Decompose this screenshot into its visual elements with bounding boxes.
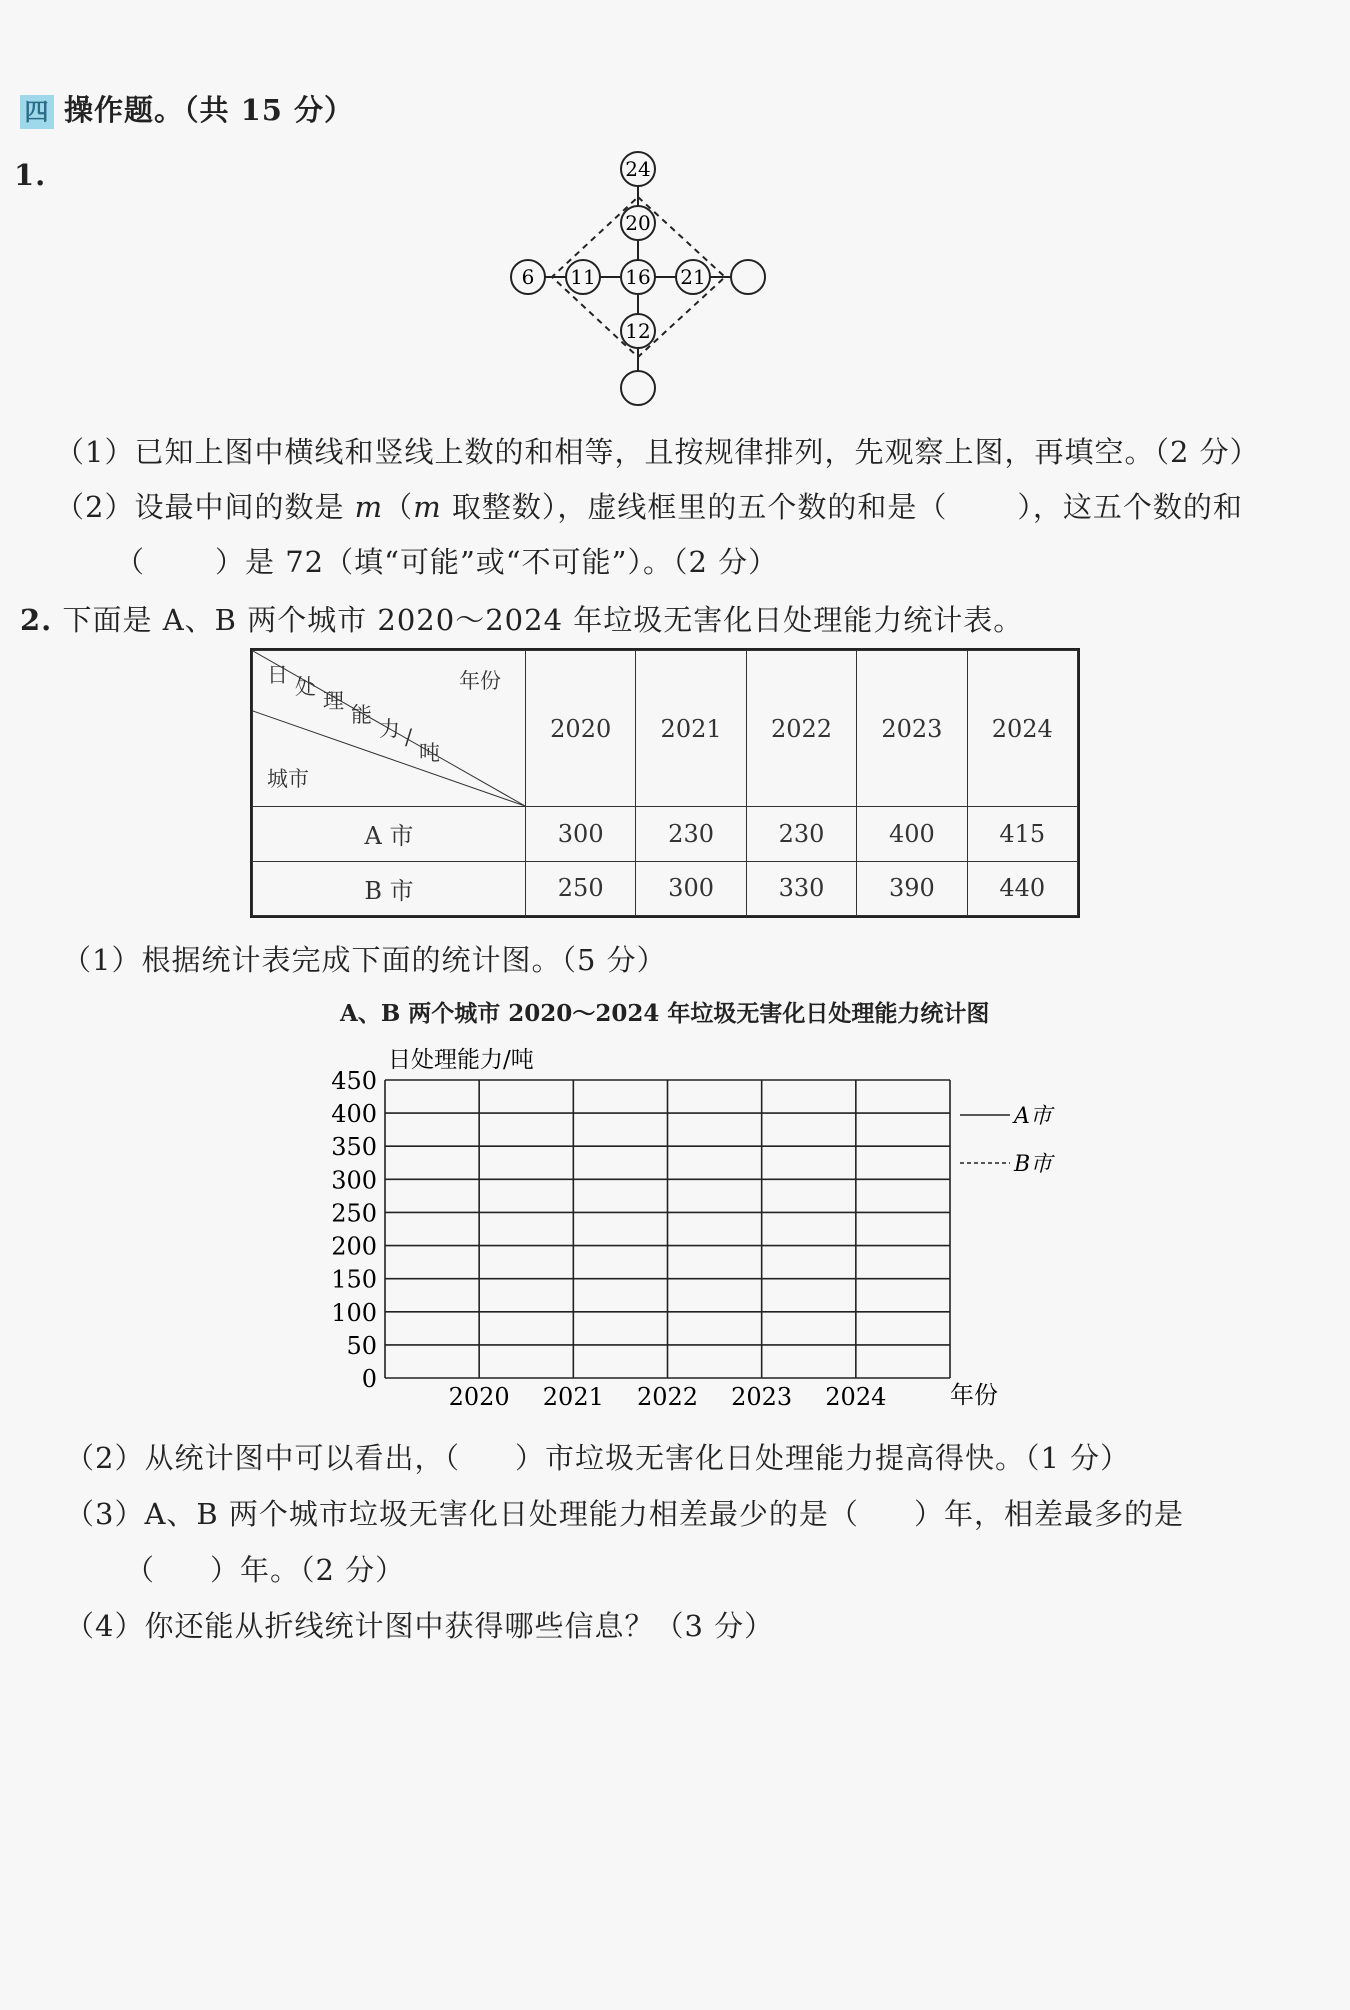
node-11	[566, 260, 600, 294]
table-cell: 300	[526, 807, 636, 862]
node-24-label: 24	[625, 157, 651, 181]
q1-sub2-part-c: 取整数），虚线框里的五个数的和是（	[441, 490, 948, 524]
q2-sub3	[65, 1492, 1184, 1533]
chart-legend	[960, 1104, 1055, 1177]
table-cell: 230	[636, 807, 746, 862]
q2-sub4: （4）你还能从折线统计图中获得哪些信息？（3 分）	[65, 1609, 775, 1643]
table-header-year: 2023	[857, 651, 967, 807]
node-12	[621, 314, 655, 348]
corner-label-slash: /	[405, 725, 413, 749]
q2-sub2-part-a: （2）从统计图中可以看出，（	[65, 1441, 460, 1475]
table-corner-cell	[253, 651, 526, 807]
y-tick-label: 250	[331, 1199, 377, 1228]
q1-sub2-part-a: （2）设最中间的数是	[55, 490, 345, 524]
node-20-label: 20	[625, 211, 651, 235]
q1-sub2-part-b: （	[383, 490, 414, 524]
q2-intro-line	[20, 598, 1023, 639]
table-header-year: 2022	[746, 651, 856, 807]
corner-label-year: 年份	[459, 669, 501, 693]
q2-sub3-part-d: ）年。（2 分）	[210, 1553, 406, 1587]
x-tick-label: 2024	[825, 1383, 887, 1411]
y-tick-label: 100	[331, 1298, 377, 1327]
table-cell: 330	[746, 861, 856, 916]
table-header-year: 2024	[967, 651, 1077, 807]
line-chart	[300, 1040, 1080, 1430]
table-row-city: B 市	[253, 861, 526, 916]
chart-title: A、B 两个城市 2020～2024 年垃圾无害化日处理能力统计图	[340, 1000, 990, 1027]
y-tick-label: 400	[331, 1100, 377, 1129]
q2-intro: 下面是 A、B 两个城市 2020～2024 年垃圾无害化日处理能力统计表。	[62, 603, 1024, 637]
table-cell: 440	[967, 861, 1077, 916]
x-tick-label: 2021	[542, 1383, 604, 1411]
y-tick-label: 150	[331, 1265, 377, 1294]
table-cell: 415	[967, 807, 1077, 862]
q2-sub3-part-c: （	[125, 1553, 156, 1587]
chart-xlabel: 年份	[950, 1381, 998, 1409]
table-cell: 300	[636, 861, 746, 916]
legend-label: B市	[1014, 1152, 1053, 1177]
table-cell: 250	[526, 861, 636, 916]
node-21	[676, 260, 710, 294]
q1-sub2-var: m	[354, 490, 384, 524]
number-diagram	[500, 145, 780, 415]
q2-number: 2.	[20, 603, 53, 637]
q2-sub2-part-b: ）市垃圾无害化日处理能力提高得快。（1 分）	[514, 1441, 1131, 1475]
corner-label-neng: 能	[351, 703, 372, 727]
legend-label: A市	[1014, 1104, 1052, 1129]
x-tick-label: 2023	[731, 1383, 793, 1411]
statistics-table	[250, 648, 1080, 918]
y-tick-label: 350	[331, 1133, 377, 1162]
table-header-year: 2020	[526, 651, 636, 807]
x-tick-label: 2020	[448, 1383, 510, 1411]
y-tick-label: 450	[331, 1067, 377, 1095]
node-12-label: 12	[625, 319, 651, 343]
chart-xticks	[449, 1383, 887, 1411]
chart-yticks	[331, 1067, 377, 1393]
y-tick-label: 50	[346, 1331, 377, 1360]
node-6	[511, 260, 545, 294]
q2-sub3-line2	[125, 1548, 405, 1589]
node-16	[621, 260, 655, 294]
q1-number: 1.	[14, 158, 47, 192]
table-row	[253, 861, 1078, 916]
q1-sub2-part-e: （	[115, 545, 146, 579]
q1-sub2-line2	[115, 540, 778, 581]
section-header	[20, 88, 354, 129]
q2-sub3-part-b: ）年，相差最多的是	[913, 1497, 1184, 1531]
table-row-city: A 市	[253, 807, 526, 862]
node-20	[621, 206, 655, 240]
q1-sub2-part-f: ）是 72（填“可能”或“不可能”）。（2 分）	[215, 545, 779, 579]
corner-label-li2: 力	[379, 717, 400, 741]
x-tick-label: 2022	[636, 1383, 699, 1411]
q1-sub2-var2: m	[413, 490, 442, 524]
q1-sub2-part-d: ），这五个数的和	[1017, 490, 1243, 524]
corner-label-chu: 处	[295, 675, 316, 699]
table-cell: 230	[746, 807, 856, 862]
y-tick-label: 300	[331, 1166, 377, 1195]
q1-sub2	[55, 485, 1243, 526]
table-cell: 390	[857, 861, 967, 916]
q2-sub3-part-a: （3）A、B 两个城市垃圾无害化日处理能力相差最少的是（	[65, 1497, 859, 1531]
section-badge: 四	[20, 95, 54, 129]
y-tick-label: 0	[361, 1365, 377, 1393]
node-16-label: 16	[625, 265, 651, 289]
node-6-label: 6	[521, 265, 535, 289]
q1-sub1: （1）已知上图中横线和竖线上数的和相等，且按规律排列，先观察上图，再填空。（2 分）	[55, 435, 1260, 469]
table-cell: 400	[857, 807, 967, 862]
table-header-row	[253, 651, 1078, 807]
chart-grid	[385, 1080, 950, 1378]
node-right-blank[interactable]	[731, 260, 765, 294]
q2-sub1: （1）根据统计表完成下面的统计图。（5 分）	[62, 943, 667, 977]
node-21-label: 21	[680, 265, 706, 289]
q2-sub2	[65, 1436, 1130, 1477]
table-row	[253, 807, 1078, 862]
corner-label-ri: 日	[267, 663, 288, 687]
node-24	[621, 152, 655, 186]
node-11-label: 11	[570, 265, 596, 289]
node-bottom-blank[interactable]	[621, 371, 655, 405]
section-title: 操作题。（共 15 分）	[64, 93, 355, 127]
corner-label-city: 城市	[267, 767, 309, 791]
table-header-year: 2021	[636, 651, 746, 807]
corner-label-dun: 吨	[419, 741, 440, 765]
corner-label-li: 理	[323, 689, 344, 713]
chart-ylabel: 日处理能力/吨	[388, 1047, 534, 1073]
y-tick-label: 200	[331, 1232, 377, 1261]
